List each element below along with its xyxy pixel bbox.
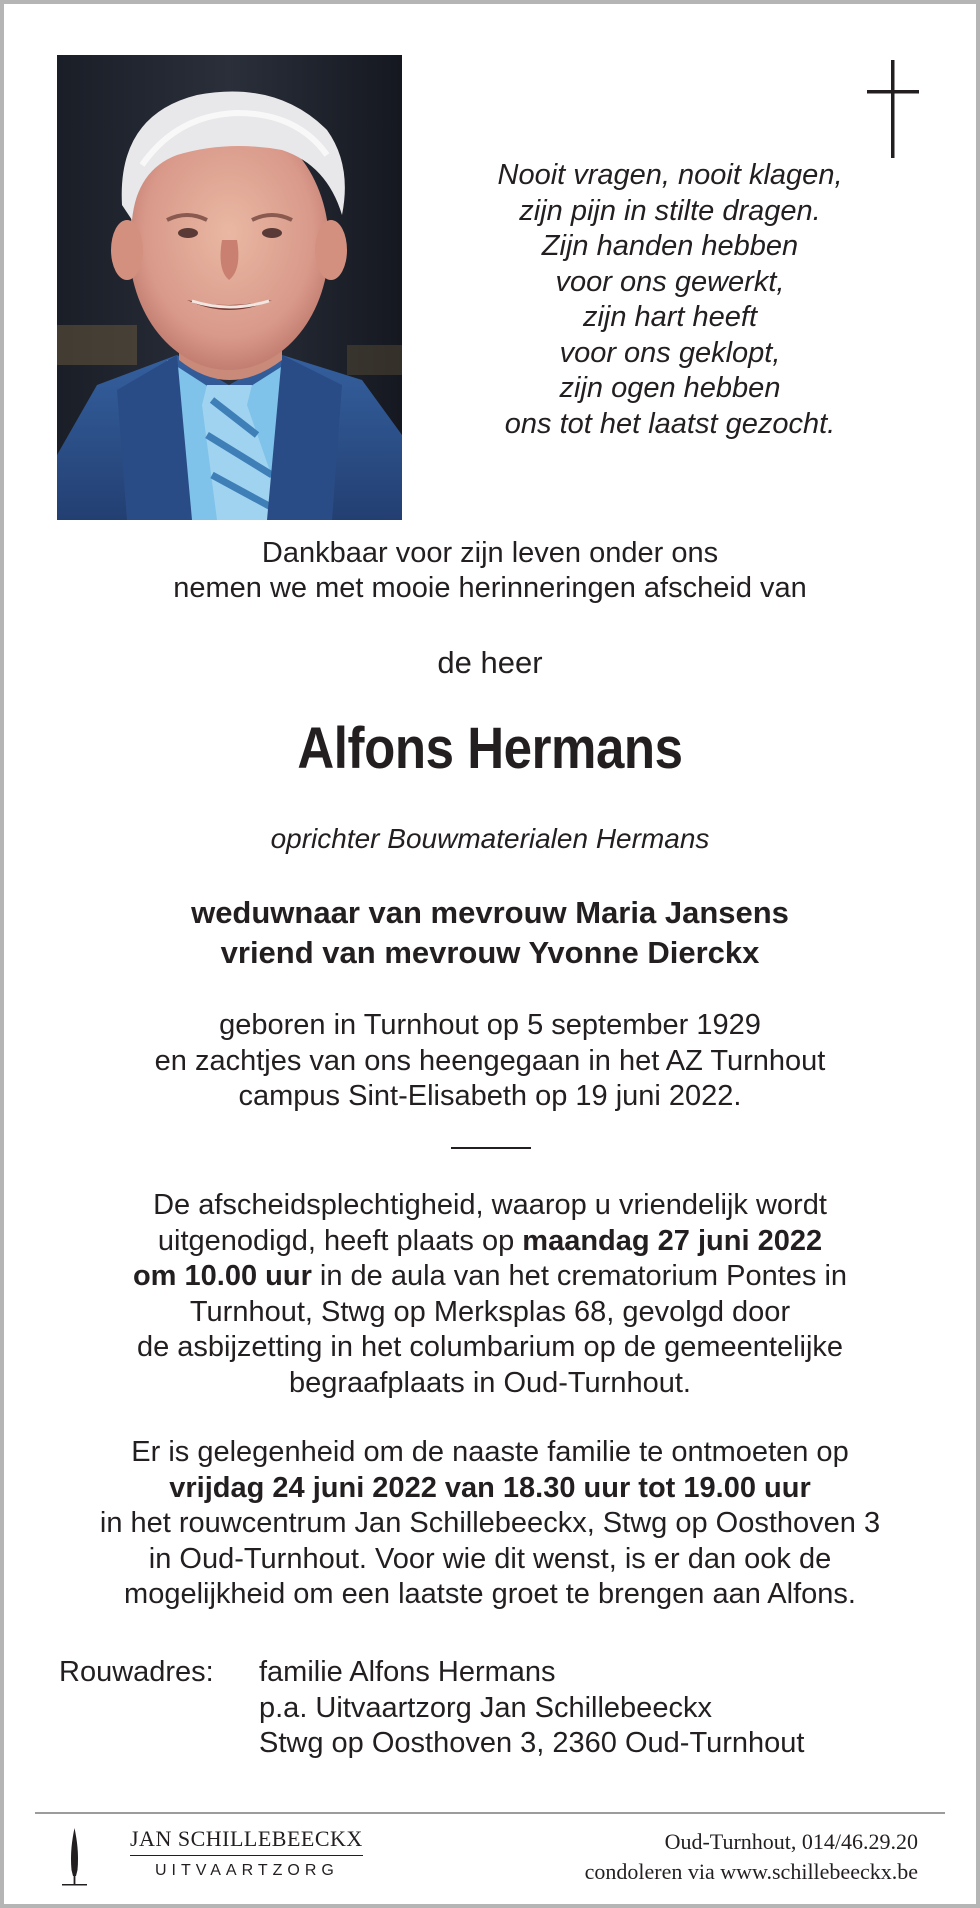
ceremony-line [0,1259,980,1295]
intro-line: Dankbaar voor zijn leven onder ons [261,537,719,569]
poem-line: voor ons gewerkt, [555,265,785,298]
poem-line: zijn pijn in stilte dragen. [519,194,821,227]
poem-line: Nooit vragen, nooit klagen, [497,159,843,191]
cypress-tree-icon [62,1826,87,1888]
ceremony-date: maandag 27 juni 2022 [522,1224,823,1257]
poem-line: Zijn handen hebben [541,230,799,262]
relation-line: vriend van mevrouw Yvonne Dierckx [220,935,760,970]
poem-line: voor ons geklopt, [559,336,781,369]
visitation-info [0,1435,980,1613]
ceremony-line: begraafplaats in Oud-Turnhout. [289,1366,691,1399]
logo-subtitle: UITVAARTZORG [155,1862,339,1879]
poem [440,158,900,442]
divider [451,1147,531,1149]
footer-contact [585,1827,918,1887]
occupation: oprichter Bouwmaterialen Hermans [270,823,710,854]
birth-death-info [0,1008,980,1115]
visitation-line: Er is gelegenheid om de naaste familie te ontmoeten op [131,1436,849,1468]
visitation-datetime: vrijdag 24 juni 2022 van 18.30 uur tot 19.00 uur [169,1471,811,1504]
latin-cross-icon [862,60,922,160]
honorific: de heer [437,645,543,680]
visitation-line: mogelijkheid om een laatste groet te brengen aan Alfons. [124,1578,856,1610]
ceremony-line: De afscheidsplechtigheid, waarop u vriendelijk wordt [153,1189,827,1221]
poem-line: zijn ogen hebben [559,372,781,404]
info-line: geboren in Turnhout op 5 september 1929 [219,1009,761,1041]
address-line: Stwg op Oosthoven 3, 2360 Oud-Turnhout [259,1727,805,1759]
ceremony-text: in de aula van het crematorium Pontes in [311,1260,848,1292]
ceremony-time: om 10.00 uur [132,1260,312,1292]
condolences-link[interactable]: condoleren via www.schillebeeckx.be [584,1859,918,1884]
portrait-photo [57,55,402,520]
ceremony-line: Turnhout, Stwg op Merksplas 68, gevolgd door [189,1295,791,1328]
relation-line: weduwnaar van mevrouw Maria Jansens [191,895,789,930]
ceremony-text: uitgenodigd, heeft plaats op [157,1224,523,1257]
ceremony-line [0,1224,980,1260]
info-line: campus Sint-Elisabeth op 19 juni 2022. [238,1080,742,1112]
deceased-name: Alfons Hermans [297,716,683,781]
poem-line: zijn hart heeft [582,301,758,333]
logo-company-name: JAN SCHILLEBEECKX [130,1826,363,1856]
ceremony-info [0,1188,980,1401]
ceremony-line: de asbijzetting in het columbarium op de gemeentelijke [136,1331,844,1363]
address-line: p.a. Uitvaartzorg Jan Schillebeeckx [259,1691,712,1724]
intro-text [0,536,980,606]
address-line: familie Alfons Hermans [259,1656,556,1688]
relations [0,893,980,973]
footer-divider [35,1812,945,1814]
contact-phone: Oud-Turnhout, 014/46.29.20 [664,1829,918,1854]
visitation-line: in het rouwcentrum Jan Schillebeeckx, Stwg op Oosthoven 3 [99,1507,881,1539]
address-lines [259,1655,804,1762]
address-label: Rouwadres: [59,1656,214,1688]
intro-line: nemen we met mooie herinneringen afscheid van [173,572,807,604]
visitation-line: in Oud-Turnhout. Voor wie dit wenst, is er dan ook de [148,1542,832,1575]
info-line: en zachtjes van ons heengegaan in het AZ Turnhout [154,1044,826,1077]
poem-line: ons tot het laatst gezocht. [504,407,836,440]
